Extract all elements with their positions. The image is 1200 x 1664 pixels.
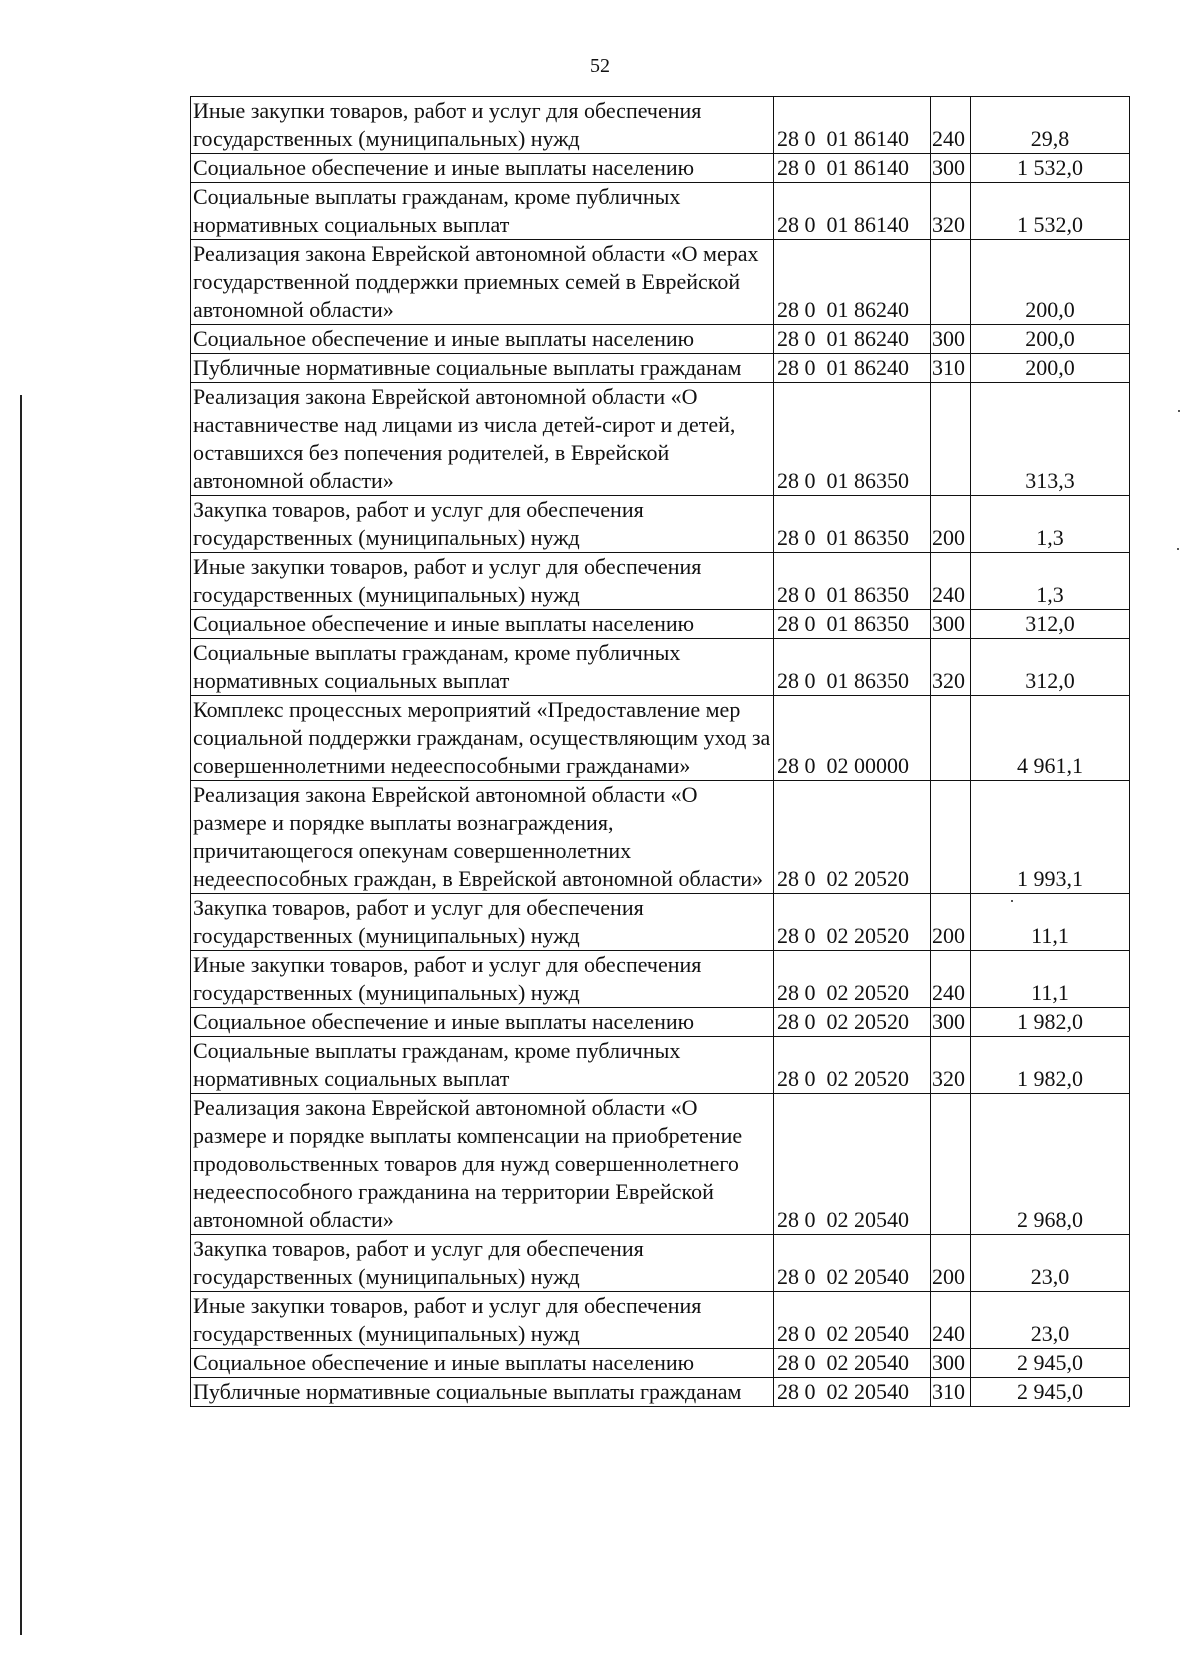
table-row [191, 781, 1130, 894]
target-article-code-cell: 28 0 02 20520 [774, 1008, 931, 1037]
expense-type-code-cell: 200 [931, 496, 971, 553]
expense-name-cell: Социальное обеспечение и иные выплаты населению [191, 325, 774, 354]
amount-cell: 1 982,0 [971, 1008, 1130, 1037]
page-number: 52 [590, 55, 610, 77]
expense-name-cell: Закупка товаров, работ и услуг для обеспечения государственных (муниципальных) нужд [191, 894, 774, 951]
table-row [191, 1008, 1130, 1037]
amount-cell: 1 532,0 [971, 154, 1130, 183]
target-article-code-cell: 28 0 01 86350 [774, 553, 931, 610]
amount-cell: 11,1 [971, 894, 1130, 951]
amount-cell: 1 982,0 [971, 1037, 1130, 1094]
amount-cell: 200,0 [971, 325, 1130, 354]
amount-cell: 2 945,0 [971, 1349, 1130, 1378]
target-article-code-cell: 28 0 01 86240 [774, 325, 931, 354]
expense-name-cell: Реализация закона Еврейской автономной области «О мерах государственной поддержки приемных семей в Еврейской автономной области» [191, 240, 774, 325]
table-row [191, 354, 1130, 383]
target-article-code-cell: 28 0 01 86140 [774, 154, 931, 183]
expense-name-cell: Иные закупки товаров, работ и услуг для обеспечения государственных (муниципальных) нужд [191, 553, 774, 610]
target-article-code-cell: 28 0 02 20540 [774, 1378, 931, 1407]
target-article-code-cell: 28 0 02 20520 [774, 1037, 931, 1094]
table-row [191, 1378, 1130, 1407]
expense-name-cell: Закупка товаров, работ и услуг для обеспечения государственных (муниципальных) нужд [191, 496, 774, 553]
expense-type-code-cell: 240 [931, 1292, 971, 1349]
expense-name-cell: Реализация закона Еврейской автономной области «О размере и порядке выплаты компенсации на приобретение продовольственных товаров для нужд совершеннолетнего недееспособного гражданина на территории Еврейской автономной области» [191, 1094, 774, 1235]
table-row [191, 1094, 1130, 1235]
table-row [191, 154, 1130, 183]
amount-cell: 4 961,1 [971, 696, 1130, 781]
expense-name-cell: Социальные выплаты гражданам, кроме публичных нормативных социальных выплат [191, 183, 774, 240]
table-row [191, 696, 1130, 781]
scan-speck [1177, 548, 1179, 550]
amount-cell: 2 945,0 [971, 1378, 1130, 1407]
table-row [191, 496, 1130, 553]
expense-type-code-cell: 200 [931, 894, 971, 951]
amount-cell: 1 993,1 [971, 781, 1130, 894]
table-row [191, 1349, 1130, 1378]
expense-type-code-cell [931, 781, 971, 894]
table-row [191, 610, 1130, 639]
expense-type-code-cell [931, 1094, 971, 1235]
amount-cell: 312,0 [971, 610, 1130, 639]
scan-speck [1178, 410, 1180, 412]
amount-cell: 1,3 [971, 553, 1130, 610]
expense-type-code-cell: 240 [931, 97, 971, 154]
scan-speck [1011, 900, 1013, 902]
amount-cell: 200,0 [971, 240, 1130, 325]
expense-name-cell: Иные закупки товаров, работ и услуг для обеспечения государственных (муниципальных) нужд [191, 951, 774, 1008]
expense-name-cell: Социальные выплаты гражданам, кроме публичных нормативных социальных выплат [191, 639, 774, 696]
expense-type-code-cell [931, 240, 971, 325]
expense-type-code-cell: 310 [931, 354, 971, 383]
expense-type-code-cell: 320 [931, 639, 971, 696]
amount-cell: 1 532,0 [971, 183, 1130, 240]
expense-type-code-cell: 300 [931, 1008, 971, 1037]
expense-name-cell: Реализация закона Еврейской автономной области «О наставничестве над лицами из числа детей-сирот и детей, оставшихся без попечения родителей, в Еврейской автономной области» [191, 383, 774, 496]
target-article-code-cell: 28 0 01 86350 [774, 383, 931, 496]
expense-name-cell: Социальное обеспечение и иные выплаты населению [191, 610, 774, 639]
table-row [191, 894, 1130, 951]
expense-name-cell: Иные закупки товаров, работ и услуг для обеспечения государственных (муниципальных) нужд [191, 97, 774, 154]
target-article-code-cell: 28 0 01 86240 [774, 240, 931, 325]
table-row [191, 1292, 1130, 1349]
expense-name-cell: Социальные выплаты гражданам, кроме публичных нормативных социальных выплат [191, 1037, 774, 1094]
expense-name-cell: Публичные нормативные социальные выплаты гражданам [191, 354, 774, 383]
target-article-code-cell: 28 0 02 20520 [774, 781, 931, 894]
expense-type-code-cell: 320 [931, 183, 971, 240]
expense-type-code-cell: 310 [931, 1378, 971, 1407]
table-body [191, 97, 1130, 1407]
table-row [191, 240, 1130, 325]
table-row [191, 1235, 1130, 1292]
target-article-code-cell: 28 0 02 20520 [774, 894, 931, 951]
target-article-code-cell: 28 0 02 20540 [774, 1094, 931, 1235]
expense-name-cell: Иные закупки товаров, работ и услуг для обеспечения государственных (муниципальных) нужд [191, 1292, 774, 1349]
amount-cell: 200,0 [971, 354, 1130, 383]
amount-cell: 312,0 [971, 639, 1130, 696]
amount-cell: 2 968,0 [971, 1094, 1130, 1235]
amount-cell: 23,0 [971, 1235, 1130, 1292]
table-row [191, 1037, 1130, 1094]
table-row [191, 383, 1130, 496]
expense-type-code-cell: 300 [931, 610, 971, 639]
target-article-code-cell: 28 0 02 20540 [774, 1292, 931, 1349]
expense-name-cell: Комплекс процессных мероприятий «Предоставление мер социальной поддержки гражданам, осуществляющим уход за совершеннолетними недееспособными гражданами» [191, 696, 774, 781]
amount-cell: 11,1 [971, 951, 1130, 1008]
expense-name-cell: Публичные нормативные социальные выплаты гражданам [191, 1378, 774, 1407]
scan-edge-mark [20, 395, 22, 1635]
table-row [191, 639, 1130, 696]
expense-type-code-cell: 240 [931, 553, 971, 610]
expense-name-cell: Социальное обеспечение и иные выплаты населению [191, 1008, 774, 1037]
target-article-code-cell: 28 0 01 86350 [774, 610, 931, 639]
expense-type-code-cell [931, 383, 971, 496]
expense-type-code-cell: 200 [931, 1235, 971, 1292]
target-article-code-cell: 28 0 02 20540 [774, 1349, 931, 1378]
amount-cell: 29,8 [971, 97, 1130, 154]
expense-type-code-cell: 300 [931, 1349, 971, 1378]
expense-type-code-cell: 300 [931, 325, 971, 354]
target-article-code-cell: 28 0 01 86240 [774, 354, 931, 383]
amount-cell: 1,3 [971, 496, 1130, 553]
table-row [191, 325, 1130, 354]
expense-name-cell: Закупка товаров, работ и услуг для обеспечения государственных (муниципальных) нужд [191, 1235, 774, 1292]
expense-name-cell: Социальное обеспечение и иные выплаты населению [191, 1349, 774, 1378]
target-article-code-cell: 28 0 02 20520 [774, 951, 931, 1008]
table-row [191, 553, 1130, 610]
expense-type-code-cell [931, 696, 971, 781]
table-row [191, 183, 1130, 240]
expense-type-code-cell: 320 [931, 1037, 971, 1094]
target-article-code-cell: 28 0 01 86350 [774, 639, 931, 696]
target-article-code-cell: 28 0 02 00000 [774, 696, 931, 781]
budget-table [190, 96, 1130, 1407]
target-article-code-cell: 28 0 01 86350 [774, 496, 931, 553]
amount-cell: 23,0 [971, 1292, 1130, 1349]
target-article-code-cell: 28 0 02 20540 [774, 1235, 931, 1292]
expense-name-cell: Реализация закона Еврейской автономной области «О размере и порядке выплаты вознаграждения, причитающегося опекунам совершеннолетних недееспособных граждан, в Еврейской автономной области» [191, 781, 774, 894]
table-row [191, 951, 1130, 1008]
target-article-code-cell: 28 0 01 86140 [774, 97, 931, 154]
expense-type-code-cell: 240 [931, 951, 971, 1008]
expense-type-code-cell: 300 [931, 154, 971, 183]
amount-cell: 313,3 [971, 383, 1130, 496]
target-article-code-cell: 28 0 01 86140 [774, 183, 931, 240]
table-row [191, 97, 1130, 154]
expense-name-cell: Социальное обеспечение и иные выплаты населению [191, 154, 774, 183]
